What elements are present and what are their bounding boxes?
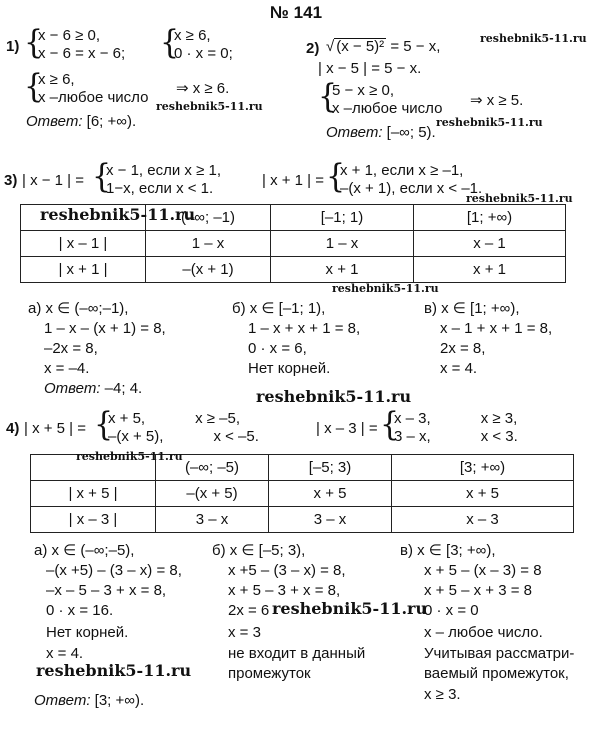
case-c-line: x + 5 – x + 3 = 8	[424, 582, 532, 599]
watermark: reshebnik5-11.ru	[466, 192, 573, 205]
abs-definition-lhs: | x − 1 | =	[22, 172, 84, 189]
definition-line: x − 1, если x ≥ 1,	[106, 162, 221, 179]
table-cell: | x + 1 |	[21, 257, 146, 283]
system-brace: {	[318, 77, 338, 116]
answer	[44, 380, 142, 398]
case-c-line: 2x = 8,	[440, 340, 486, 357]
system-brace: {	[24, 23, 44, 62]
radicand: (x − 5)²	[336, 38, 385, 55]
table-cell: [–5; 3)	[269, 455, 392, 481]
answer	[34, 692, 144, 710]
table-cell: x – 3	[392, 507, 574, 533]
answer-label: Ответ:	[34, 692, 91, 709]
system-brace: {	[160, 23, 180, 62]
case-a-line: 0 · x = 16.	[46, 602, 114, 619]
case-a-line: –2x = 8,	[44, 340, 98, 357]
abs-definition-lhs: | x + 5 | =	[24, 420, 86, 437]
system-line: 5 − x ≥ 0,	[332, 82, 395, 99]
table-row	[21, 231, 566, 257]
problem-number: 1)	[6, 38, 20, 55]
system-line: x –любое число	[332, 100, 443, 117]
case-b-line: б) x ∈ [–5; 3),	[212, 542, 306, 559]
answer-label: Ответ:	[26, 113, 83, 130]
watermark: reshebnik5-11.ru	[332, 282, 439, 295]
watermark: reshebnik5-11.ru	[36, 661, 192, 680]
equation-line: | x − 5 | = 5 − x.	[318, 60, 422, 77]
system-brace: {	[92, 157, 112, 196]
table-cell: 3 – x	[156, 507, 269, 533]
case-b-line: 1 – x + x + 1 = 8,	[248, 320, 361, 337]
table-cell: 3 – x	[269, 507, 392, 533]
table-cell: x + 5	[269, 481, 392, 507]
table-row	[31, 507, 574, 533]
case-c-line: x – любое число.	[424, 624, 543, 641]
case-a-line: –x – 5 – 3 + x = 8,	[46, 582, 167, 599]
root-equation	[326, 38, 440, 56]
system-brace: {	[326, 157, 346, 196]
problem-number: 2)	[306, 40, 320, 57]
system-line: x − 6 = x − 6;	[38, 45, 126, 62]
watermark: reshebnik5-11.ru	[436, 116, 543, 129]
sqrt-icon: √	[326, 38, 335, 55]
table-cell: x + 1	[414, 257, 566, 283]
table-cell: x – 1	[414, 231, 566, 257]
case-c-line: x + 5 – (x – 3) = 8	[424, 562, 542, 579]
problem-number: 4)	[6, 420, 20, 437]
system-line: x − 6 ≥ 0,	[38, 27, 101, 44]
case-c-line: x ≥ 3.	[424, 686, 461, 703]
table-cell: [–1; 1)	[271, 205, 414, 231]
definition-line: x + 5, x ≥ –5,	[108, 410, 241, 427]
table-cell: (–∞; –1)	[146, 205, 271, 231]
problem-number: 3)	[4, 172, 18, 189]
case-b-line: x = 3	[228, 624, 261, 641]
answer	[326, 124, 436, 142]
case-c-line: x = 4.	[440, 360, 478, 377]
table-cell: [3; +∞)	[392, 455, 574, 481]
answer-label: Ответ:	[326, 124, 383, 141]
page-title: № 141	[270, 3, 323, 22]
definition-line: –(x + 1), если x < –1.	[340, 180, 483, 197]
case-a-line: –(x +5) – (3 – x) = 8,	[46, 562, 182, 579]
definition-line: 3 – x, x < 3.	[394, 428, 518, 445]
equation-rest: = 5 − x,	[390, 38, 441, 55]
case-a-line: Нет корней.	[46, 624, 129, 641]
watermark: reshebnik5-11.ru	[272, 599, 428, 618]
case-b-line: б) x ∈ [–1; 1),	[232, 300, 326, 317]
table-cell: x + 1	[271, 257, 414, 283]
watermark: reshebnik5-11.ru	[156, 100, 263, 113]
table-cell: –(x + 1)	[146, 257, 271, 283]
table-cell: | x – 1 |	[21, 231, 146, 257]
case-c-line: Учитывая рассматри-	[424, 645, 575, 662]
case-b-line: не входит в данный	[228, 645, 366, 662]
case-b-line: Нет корней.	[248, 360, 331, 377]
answer-value: [3; +∞).	[94, 692, 145, 709]
system-brace: {	[24, 67, 44, 106]
case-a-line: x = –4.	[44, 360, 90, 377]
case-c-line: в) x ∈ [3; +∞),	[400, 542, 496, 559]
case-b-line: 2x = 6	[228, 602, 270, 619]
definition-line: 1−x, если x < 1.	[106, 180, 214, 197]
system-line: x ≥ 6,	[174, 27, 211, 44]
table-row	[21, 257, 566, 283]
table-cell: x + 5	[392, 481, 574, 507]
answer-value: –4; 4.	[104, 380, 143, 397]
watermark: reshebnik5-11.ru	[76, 450, 183, 463]
case-c-line: x – 1 + x + 1 = 8,	[440, 320, 553, 337]
watermark: reshebnik5-11.ru	[480, 32, 587, 45]
case-b-line: промежуток	[228, 665, 311, 682]
case-a-line: 1 – x – (x + 1) = 8,	[44, 320, 166, 337]
definition-line: x – 3, x ≥ 3,	[394, 410, 518, 427]
case-a-line: а) x ∈ (–∞;–1),	[28, 300, 129, 317]
case-c-line: 0 · x = 0	[424, 602, 479, 619]
case-b-line: 0 · x = 6,	[248, 340, 307, 357]
case-c-line: ваемый промежуток,	[424, 665, 569, 682]
implication: ⇒ x ≥ 5.	[470, 92, 524, 109]
case-b-line: x + 5 – 3 + x = 8,	[228, 582, 341, 599]
definition-line: x + 1, если x ≥ –1,	[340, 162, 464, 179]
case-a-line: x = 4.	[46, 645, 84, 662]
table-row	[31, 481, 574, 507]
answer-value: [–∞; 5).	[386, 124, 436, 141]
answer	[26, 113, 136, 131]
system-line: x ≥ 6,	[38, 71, 75, 88]
case-c-line: в) x ∈ [1; +∞),	[424, 300, 520, 317]
watermark: reshebnik5-11.ru	[40, 205, 196, 224]
table-cell: –(x + 5)	[156, 481, 269, 507]
table-cell: 1 – x	[146, 231, 271, 257]
case-a-line: а) x ∈ (–∞;–5),	[34, 542, 135, 559]
implication: ⇒ x ≥ 6.	[176, 80, 230, 97]
case-b-line: x +5 – (3 – x) = 8,	[228, 562, 346, 579]
system-line: 0 · x = 0;	[174, 45, 233, 62]
table-cell: (–∞; –5)	[156, 455, 269, 481]
abs-definition-lhs: | x + 1 | =	[262, 172, 324, 189]
table-cell: [1; +∞)	[414, 205, 566, 231]
system-brace: {	[380, 405, 400, 444]
system-brace: {	[94, 405, 114, 444]
watermark: reshebnik5-11.ru	[256, 387, 412, 406]
table-cell: | x + 5 |	[31, 481, 156, 507]
answer-value: [6; +∞).	[86, 113, 137, 130]
table-cell: 1 – x	[271, 231, 414, 257]
abs-definition-lhs: | x – 3 | =	[316, 420, 378, 437]
answer-label: Ответ:	[44, 380, 101, 397]
definition-line: –(x + 5), x < –5.	[108, 428, 259, 445]
system-line: x –любое число	[38, 89, 149, 106]
table-cell: | x – 3 |	[31, 507, 156, 533]
